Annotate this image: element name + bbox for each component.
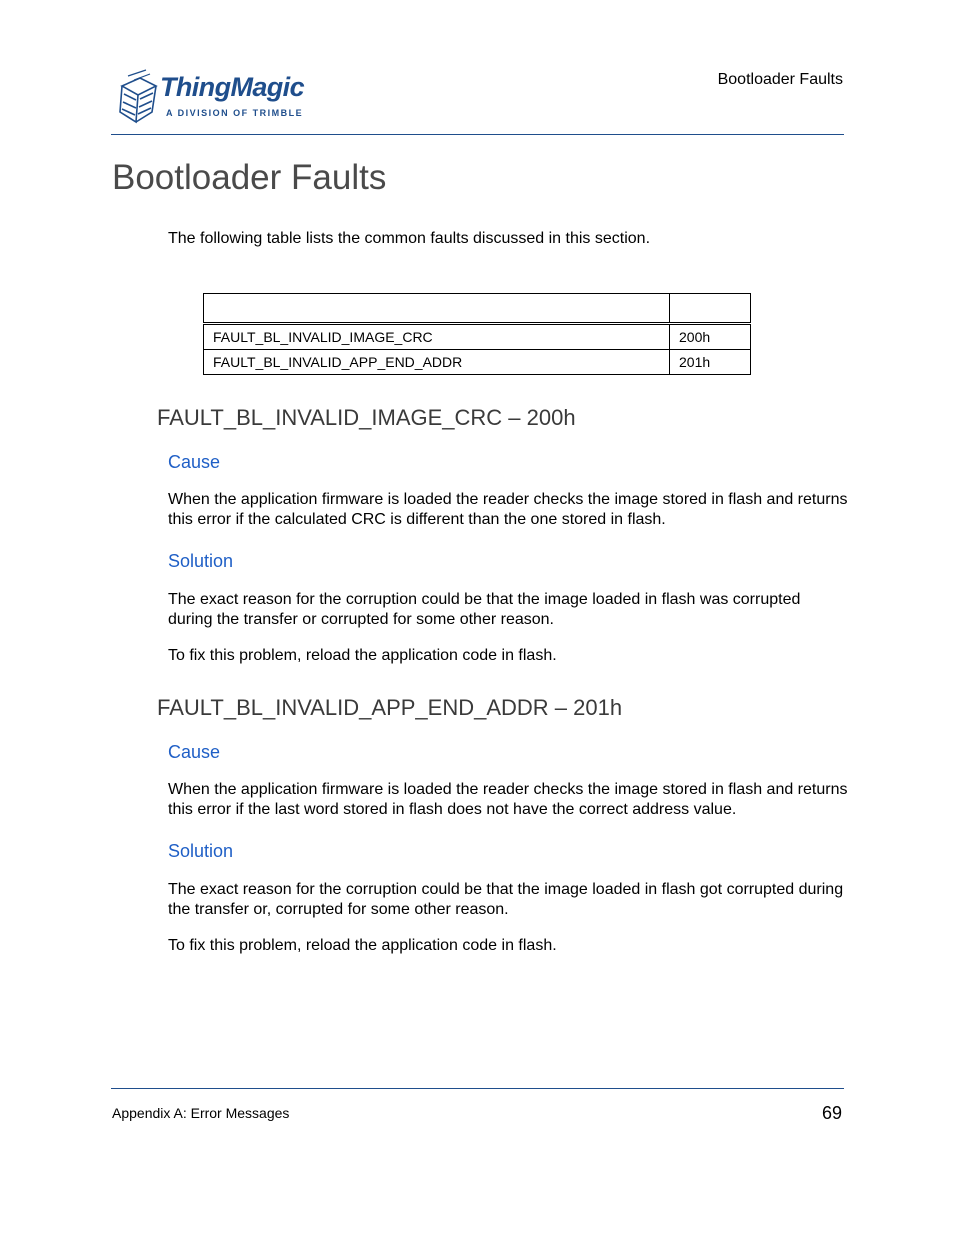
logo-tagline: A DIVISION OF TRIMBLE [166,108,304,118]
cause-paragraph: When the application firmware is loaded the reader checks the image stored in flash and returns this error if the calculated CRC is different than the one stored in flash. [168,491,848,528]
solution-paragraph: The exact reason for the corruption could be that the image loaded in flash got corrupted during the transfer or, corrupted for some other reason. [168,881,844,918]
section-heading-app-end-addr: FAULT_BL_INVALID_APP_END_ADDR – 201h [157,695,623,720]
table-row [204,324,751,350]
solution-fix-paragraph: To fix this problem, reload the application code in flash. [168,647,557,664]
footer-rule [111,1088,844,1089]
logo-wordmark: ThingMagic [160,72,304,102]
cause-paragraph: When the application firmware is loaded the reader checks the image stored in flash and returns this error if the last word stored in flash does not have the correct address value. [168,781,848,818]
page-title: Bootloader Faults [112,158,387,197]
table-header-row [204,294,751,324]
cause-heading: Cause [168,452,221,472]
cause-heading: Cause [168,742,221,762]
running-header: Bootloader Faults [717,71,843,88]
table-header-message [204,294,670,324]
solution-heading: Solution [168,841,234,861]
page-number: 69 [821,1103,842,1123]
logo-cube-icon [112,68,162,124]
fault-table [203,293,751,375]
table-header-code [670,294,751,324]
table-cell-message: FAULT_BL_INVALID_IMAGE_CRC [204,324,670,350]
header-rule [111,134,844,135]
table-cell-code: 200h [670,324,751,350]
solution-fix-paragraph: To fix this problem, reload the application code in flash. [168,937,557,954]
section-heading-image-crc: FAULT_BL_INVALID_IMAGE_CRC – 200h [157,405,576,430]
table-cell-message: FAULT_BL_INVALID_APP_END_ADDR [204,350,670,375]
table-cell-code: 201h [670,350,751,375]
intro-paragraph: The following table lists the common faults discussed in this section. [168,230,651,247]
footer-section-label: Appendix A: Error Messages [112,1105,290,1121]
table-row [204,350,751,375]
solution-heading: Solution [168,551,234,571]
solution-paragraph: The exact reason for the corruption could be that the image loaded in flash was corrupted during the transfer or corrupted for some other reason. [168,591,801,628]
